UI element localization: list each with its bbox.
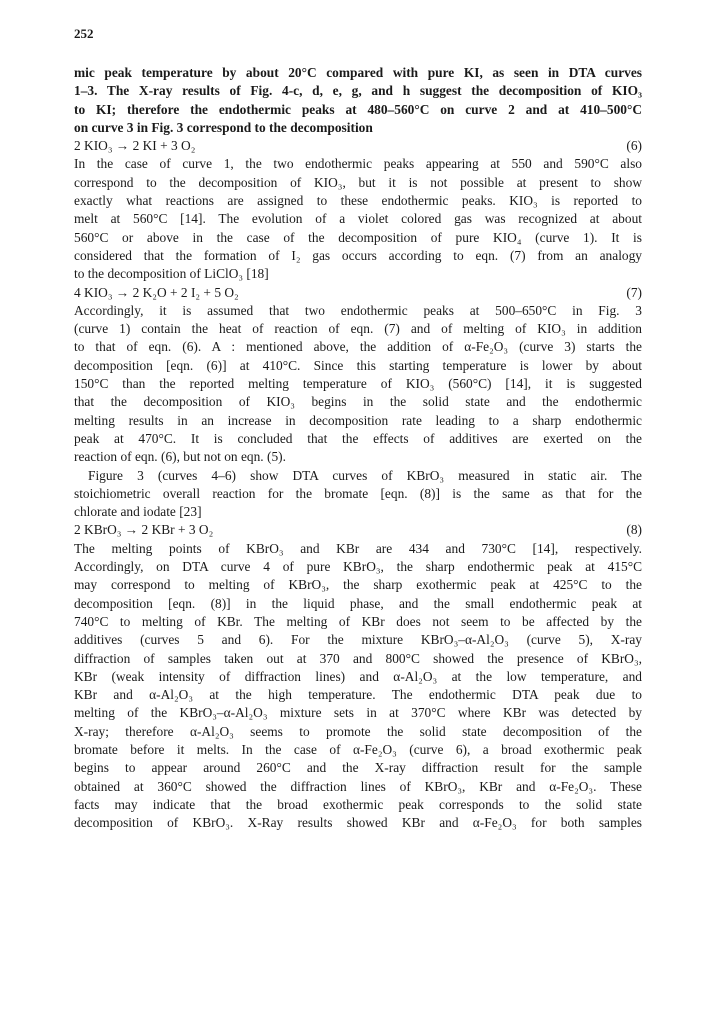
equation: 4 KIO₃ → 2 K₂O + 2 I₂ + 5 O₂ xyxy=(74,284,239,300)
text-line: on curve 3 in Fig. 3 correspond to the decomposition xyxy=(74,119,373,135)
body-text xyxy=(74,64,642,832)
equation-number: (8) xyxy=(626,522,642,538)
equation: 2 KBrO₃ → 2 KBr + 3 O₂ xyxy=(74,522,214,538)
text-line: bromate before it melts. In the case of α-Fe₂O₃ (curve 6), a broad exothermic peak xyxy=(74,741,642,757)
text-line: 150°C than the reported melting temperature of KIO₃ (560°C) [14], it is suggested xyxy=(74,376,642,392)
text-line: facts may indicate that the broad exothermic peak corresponds to the solid state xyxy=(74,796,642,812)
equation: 2 KIO₃ → 2 KI + 3 O₂ xyxy=(74,138,196,154)
text-line: X-ray; therefore α-Al₂O₃ seems to promote the solid state decomposition of the xyxy=(74,723,642,739)
text-line: melting results in an increase in decomposition rate leading to a sharp endothermic xyxy=(74,412,642,428)
text-line: additives (curves 5 and 6). For the mixture KBrO₃–α-Al₂O₃ (curve 5), X-ray xyxy=(74,632,642,648)
equation-line xyxy=(74,137,642,155)
text-line: diffraction of samples taken out at 370 and 800°C showed the presence of KBrO₃, xyxy=(74,650,642,666)
text-line: In the case of curve 1, the two endothermic peaks appearing at 550 and 590°C also xyxy=(74,156,642,172)
text-line: to the decomposition of LiClO₃ [18] xyxy=(74,266,269,282)
text-line: 740°C to melting of KBr. The melting of KBr does not seem to be affected by the xyxy=(74,613,642,629)
equation-number: (6) xyxy=(626,138,642,154)
equation-line xyxy=(74,521,642,539)
text-line: Accordingly, it is assumed that two endothermic peaks at 500–650°C in Fig. 3 xyxy=(74,302,642,318)
text-line: stoichiometric overall reaction for the bromate [eqn. (8)] is the same as that for the xyxy=(74,485,642,501)
text-line: 1–3. The X-ray results of Fig. 4-c, d, e, g, and h suggest the decomposition of KIO₃ xyxy=(74,83,642,99)
text-line: Figure 3 (curves 4–6) show DTA curves of KBrO₃ measured in static air. The xyxy=(88,467,642,483)
text-line: Accordingly, on DTA curve 4 of pure KBrO₃, the sharp endothermic peak at 415°C xyxy=(74,559,642,575)
page-number: 252 xyxy=(74,26,94,41)
text-line: to KI; therefore the endothermic peaks at 480–560°C on curve 2 and at 410–500°C xyxy=(74,101,642,117)
text-line: to that of eqn. (6). A : mentioned above, the addition of α-Fe₂O₃ (curve 3) starts the xyxy=(74,339,642,355)
text-line: obtained at 360°C showed the diffraction lines of KBrO₃, KBr and α-Fe₂O₃. These xyxy=(74,778,642,794)
text-line: 560°C or above in the case of the decomposition of pure KIO₄ (curve 1). It is xyxy=(74,229,642,245)
text-line: (curve 1) contain the heat of reaction of eqn. (7) and of melting of KIO₃ in addition xyxy=(74,321,642,337)
text-line: melt at 560°C [14]. The evolution of a violet colored gas was recognized at about xyxy=(74,211,642,227)
text-line: decomposition [eqn. (8)] in the liquid phase, and the small endothermic peak at xyxy=(74,595,642,611)
text-line: melting of the KBrO₃–α-Al₂O₃ mixture sets in at 370°C where KBr was detected by xyxy=(74,705,642,721)
text-line: The melting points of KBrO₃ and KBr are 434 and 730°C [14], respectively. xyxy=(74,540,642,556)
text-line: may correspond to melting of KBrO₃, the sharp exothermic peak at 425°C to the xyxy=(74,577,642,593)
equation-number: (7) xyxy=(626,284,642,300)
text-line: considered that the formation of I₂ gas occurs according to eqn. (7) from an analogy xyxy=(74,247,642,263)
text-line: begins to appear around 260°C and the X-ray diffraction result for the sample xyxy=(74,760,642,776)
text-line: that the decomposition of KIO₃ begins in the solid state and the endothermic xyxy=(74,394,642,410)
text-line: decomposition of KBrO₃. X-Ray results showed KBr and α-Fe₂O₃ for both samples xyxy=(74,815,642,831)
text-line: correspond to the decomposition of KIO₃, but it is not possible at present to show xyxy=(74,174,642,190)
equation-line xyxy=(74,284,642,302)
text-line: KBr (weak intensity of diffraction lines) and α-Al₂O₃ at the low temperature, and xyxy=(74,668,642,684)
text-line: chlorate and iodate [23] xyxy=(74,504,202,520)
text-line: reaction of eqn. (6), but not on eqn. (5). xyxy=(74,449,286,465)
text-line: KBr and α-Al₂O₃ at the high temperature. The endothermic DTA peak due to xyxy=(74,687,642,703)
text-line: mic peak temperature by about 20°C compared with pure KI, as seen in DTA curves xyxy=(74,65,642,80)
text-line: exactly what reactions are assigned to these endothermic peaks. KIO₃ is reported to xyxy=(74,193,642,209)
text-line: decomposition [eqn. (6)] at 410°C. Since this starting temperature is lower by about xyxy=(74,357,642,373)
text-line: peak at 470°C. It is concluded that the effects of additives are exerted on the xyxy=(74,430,642,446)
